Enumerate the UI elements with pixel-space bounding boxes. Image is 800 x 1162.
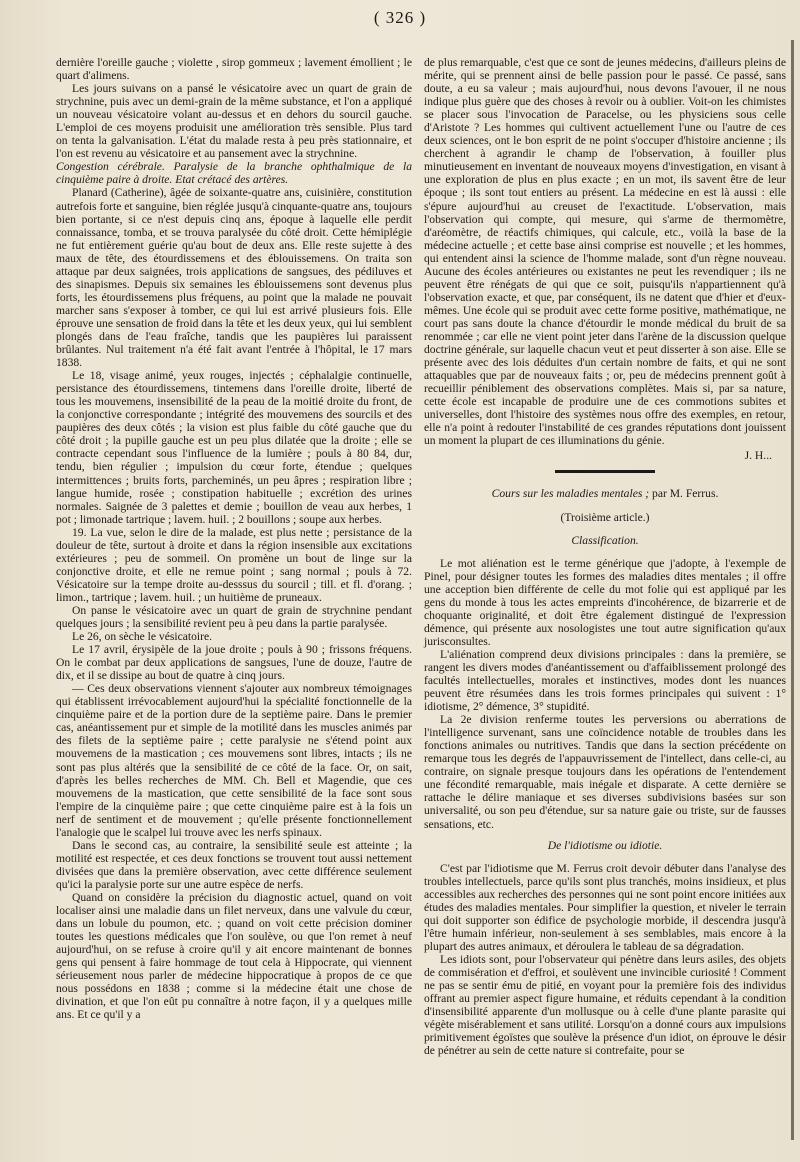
paragraph: de plus remarquable, c'est que ce sont de jeunes médecins, d'ailleurs pleins de mérite, qui se prennent ainsi de belle passion pour le passé. Ce passé, sans doute, a eu sa valeur ; mais aujourd'hui, nous devons l'avouer, il ne nous indique plus guère que des choses à revoir ou à oublier. Voit-on les chimistes se placer sous l'invocation de Paracelse, ou les physiciens sous celle d'Aristote ? Les hommes qui cultivent actuellement l'une ou l'autre de ces deux sciences, ont le bon esprit de ne point s'occuper d'histoire ancienne ; ils cherchent à agrandir le champ de l'observation, à fouiller plus minutieusement en inventant de nouveaux moyens d'investigation, en visant à une exploration de plus en plus exacte ; en un mot, ils savent être de leur époque ; ils sont tout entiers au présent. La médecine en est là aussi : elle s'épure aujourd'hui au creuset de l'exactitude. L'observation, mais l'observation qui compte, qui mesure, qui s'arme de thermomètre, d'aréomètre, de réactifs chimiques, qui calcule, etc., voilà la base de la médecine actuelle ; et cette base ainsi comprise est nouvelle ; et les hommes, qui entendent ainsi la science de l'homme malade, sont d'un règne nouveau. Aucune des écoles antérieures ou existantes ne peut les revendiquer ; ils ne peuvent être rénégats de qui que ce soit, puisqu'ils n'appartiennent qu'à l'observation exacte, et que, par conséquent, ils ne datent que d'hier et d'eux-mêmes. Une école qui se produit avec cette forme positive, mathématique, ne court pas sans doute la chance d'étourdir le monde médical du bruit de sa renommée ; car elle ne vient point jeter dans l'arène de la discussion quelque doctrine générale, sur laquelle chacun veut et peut disserter à son aise. Elle se présente avec des lois déduites d'un certain nombre de faits, et qui ne sont attaquables que par de nouveaux faits ; or, peu de médecins prennent goût à recueillir péniblement des observations complètes. Mais si, par sa nature, cette école est incapable de produire une de ces commotions subites et universelles, dont l'histoire des systèmes nous offre des exemples, en retour, elle n'a point à redouter l'instabilité de ces grandes réputations dont jouissent un moment la plupart de ces illuminations du génie.: [424, 56, 786, 448]
paragraph: L'aliénation comprend deux divisions principales : dans la première, se rangent les divers modes d'anéantissement ou d'affaiblissement prolongé des facultés intellectuelles, morales et instinctives, modes dont les nuances peuvent être résumées dans les trois formes principales qui suivent : 1° idiotisme, 2° démence, 3° stupidité.: [424, 647, 786, 714]
paragraph: Dans le second cas, au contraire, la sensibilité seule est atteinte ; la motilité est respectée, et ces deux fonctions se trouvent tout aussi nettement divisées que dans la première observation, avec cette différence seulement qu'ici la paralysie porte sur une autre espèce de nerfs.: [56, 838, 412, 891]
divider: [555, 470, 655, 473]
paragraph: 19. La vue, selon le dire de la malade, est plus nette ; persistance de la douleur de tête, surtout à droite et dans la région insensible aux excitations extérieures ; peu de sommeil. On promène un bout de linge sur la conjonctive droite, et elle ne remue point ; sang normal ; pouls à 72. Vésicatoire sur la tempe droite au-desssus du sourcil ; till. et fl. d'orang. ; limon., tartrique ; lavem. huil. ; un huitième de pruneaux.: [56, 525, 412, 604]
right-column: [424, 56, 786, 1057]
paragraph: Quand on considère la précision du diagnostic actuel, quand on voit localiser ainsi une maladie dans un filet nerveux, dans une valvule du cœur, dans un lobule du poumon, etc. ; quand on voit cette précision dominer toutes les questions médicales que l'on soulève, ou que l'on remet à neuf aujourd'hui, on se refuse à croire qu'il y ait encore maintenant de bonnes gens qui pensent à faire hommage de tout cela à Hippocrate, qui viennent sérieusement nous parler de médecine hippocratique à propos de ce que nous possédons en 1838 ; comme si la médecine était une chose de divination, et que l'on eût pu connaître à notre façon, il y a quelques mille ans. Et ce qu'il y a: [56, 891, 412, 1022]
page-number: ( 326 ): [373, 8, 427, 27]
article-title-italic: Cours sur les maladies mentales ;: [491, 487, 650, 501]
paragraph: Le 18, visage animé, yeux rouges, injectés ; céphalalgie continuelle, persistance des étourdissemens, tintemens dans l'oreille droite, liberté de tous les mouvemens, insensibilité de la peau de la moitié droite du front, de la conjonctive correspondante ; intégrité des mouvemens des sourcils et des paupières des deux côtés ; la vision est plus faible du côté gauche que du côté droit ; la pupille gauche est un peu plus dilatée que la droite ; elle se contracte cependant sous l'influence de la lumière ; pouls à 80 84, dur, tendu, bien régulier ; impulsion du cœur forte, étendue ; quelques intermittences ; bruits forts, parcheminés, un peu âpres ; respiration libre ; langue humide, rosée ; constipation habituelle ; excrétion des urines normales. Saignée de 3 palettes et demie ; bouillon de veau aux herbes, 1 pot ; limonade tartrique ; lavem. huil. ; 2 bouillons ; soupe aux herbes.: [56, 369, 412, 526]
paragraph: C'est par l'idiotisme que M. Ferrus croit devoir débuter dans l'analyse des troubles intellectuels, parce qu'ils sont plus tranchés, moins insidieux, et plus accessibles aux recherches des personnes qui ne sont point encore initiées aux études des maladies mentales. Pour simplifier la question, et niveler le terrain qui doit supporter son édifice de psychologie morbide, il descendra jusqu'à l'être humain inférieur, non-seulement à ses semblables, mais encore à la plupart des autres animaux, et déroulera le tableau de sa dégradation.: [424, 861, 786, 953]
left-column: [56, 56, 412, 1021]
section-heading: Classification.: [571, 533, 639, 547]
paragraph: dernière l'oreille gauche ; violette , sirop gommeux ; lavement émollient ; le quart d'alimens.: [56, 56, 412, 83]
paragraph: Le 26, on sèche le vésicatoire.: [72, 630, 213, 644]
section-heading: De l'idiotisme ou idiotie.: [547, 838, 663, 852]
paragraph: Les jours suivans on a pansé le vésicatoire avec un quart de grain de strychnine, puis avec un demi-grain de la même substance, et l'on a appliqué un nouveau vésicatoire volant au-dessus et en dehors du sourcil gauche. L'emploi de ces moyens produisit une amélioration très sensible. Plus tard on tenta la galvanisation. L'état du malade resta à peu près stationnaire, et l'on est revenu au vésicatoire et au pansement avec la strychnine.: [56, 82, 412, 161]
article-subtitle: (Troisième article.): [560, 510, 650, 524]
paragraph: La 2e division renferme toutes les perversions ou aberrations de l'intelligence survenant, sans une coïncidence notable de troubles dans les fonctions animales ou nutritives. Tandis que dans la section précédente on remarque tous les degrés de l'appauvrissement de l'intellect, dans celle-ci, au contraire, on signale presque toujours dans les opérations de l'entendement une fécondité remarquable, mais inégale et disparate. A cette dernière se rattache le délire maniaque et ses diverses subdivisions basées sur son universalité, ou son peu d'étendue, sur sa nature gaie ou triste, sur de fausses sensations, etc.: [424, 713, 786, 831]
paragraph: — Ces deux observations viennent s'ajouter aux nombreux témoignages qui établissent irrévocablement aujourd'hui la spécialité fonctionnelle de la cinquième paire et de la portion dure de la septième paire. Dans le premier cas, anéantissement pur et simple de la motilité dans les muscles animés par des filets de la septième paire ; cette paralysie ne s'étend point aux mouvemens de la mastication ; ces mouvemens sont libres, intacts ; ils ne sont pas plus altérés que la sensibilité de ce côté de la face. Or, on sait, d'après les belles recherches de MM. Ch. Bell et Magendie, que ces mouvemens de la mastication, que cette sensibilité de la face sont sous l'empire de la cinquième paire ; que cette cinquième paire est à la fois un nerf de sentiment et de mouvement ; qu'elle présente fonctionnellement l'analogie que le scalpel lui trouve avec les nerfs spinaux.: [56, 682, 412, 839]
paragraph: Planard (Catherine), âgée de soixante-quatre ans, cuisinière, constitution autrefois forte et sanguine, bien réglée jusqu'à cinquante-quatre ans, toujours bien portante, si ce n'est depuis cinq ans, époque à laquelle elle perdit connaissance, tomba, et se trouva paralysée du côté droit. Cette hémiplégie ne fut entièrement guérie qu'au bout de deux ans. Elle reste sujette à des maux de tête, des étourdissemens et des éblouissemens. On traita son attaque par deux saignées, trois applications de sangsues, des pédiluves et des sinapismes. Depuis six semaines les éblouissemens sont devenus plus forts, les étourdissemens plus fréquens, au point que la malade ne pouvait marcher sans s'exposer à tomber, ce qui lui est arrivé plusieurs fois. Elle éprouve une sensation de froid dans la tête et les deux yeux, qui lui semblent plongés dans de l'eau fraîche, tandis que les paupières lui paraissent brûlantes. Nul traitement n'a été fait avant l'entrée à l'hôpital, le 17 mars 1838.: [56, 186, 412, 370]
paragraph: Les idiots sont, pour l'observateur qui pénètre dans leurs asiles, des objets de commisération et d'effroi, et soulèvent une invincible curiosité ! Comment ne pas se sentir ému de pitié, en voyant pour la première fois des individus offrant au premier aspect figure humaine, et réduits cependant à la condition d'insensibilité apparente d'un mollusque ou à celle d'une plante parasite qui végète misérablement et sans utilité. Lorsqu'on a donné cours aux impulsions primitivement égoïstes que soulève la présence d'un idiot, on éprouve le désir de pénétrer au sein de cette nature si contrefaite, pour se: [424, 952, 786, 1058]
page-edge-line: [791, 40, 794, 1140]
article-title: [424, 487, 786, 500]
paragraph: Le 17 avril, érysipèle de la joue droite ; pouls à 90 ; frissons fréquens. On le combat par deux applications de sangsues, l'une de douze, l'autre de dix, et il se dissipe au bout de quatre à cinq jours.: [56, 643, 412, 683]
paragraph: On panse le vésicatoire avec un quart de grain de strychnine pendant quelques jours ; la sensibilité revient peu à peu dans la partie paralysée.: [56, 603, 412, 631]
paragraph: Le mot aliénation est le terme générique que j'adopte, à l'exemple de Pinel, pour désigner toutes les formes des maladies dites mentales ; il offre une acception bien différente de celle du mot folie qui est appliqué par les gens du monde à tous les actes empreints d'incohérence, de bizarrerie et de choquante originalité, et doit être également distingué de l'expression démence, qui présente aux nosologistes une tout autre signification qu'aux jurisconsultes.: [424, 556, 786, 648]
article-author: par M. Ferrus.: [649, 487, 719, 501]
signature: J. H...: [744, 449, 772, 463]
case-heading: Congestion cérébrale. Paralysie de la branche ophthalmique de la cinquième paire à droite. Etat crétacé des artères.: [56, 160, 412, 187]
